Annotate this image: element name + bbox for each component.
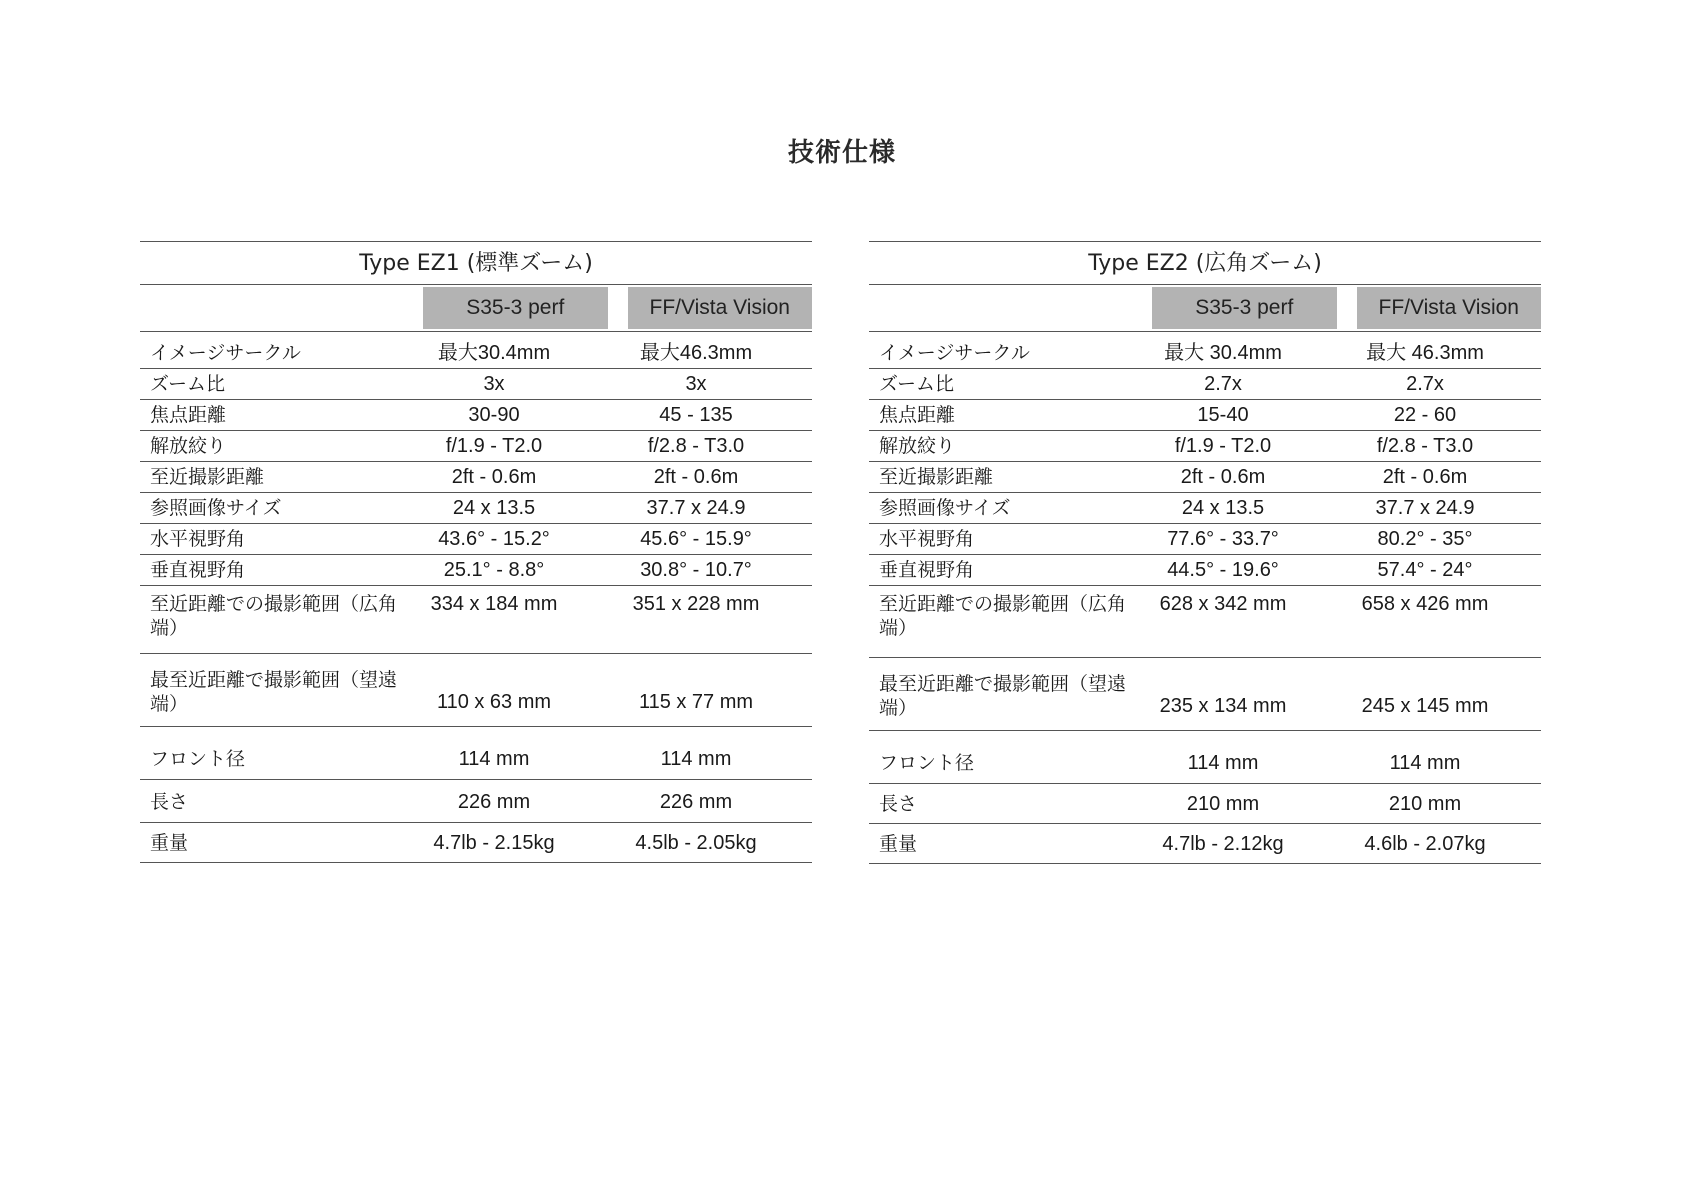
column-header-row [869,285,1541,332]
row-label: 水平視野角 [879,528,975,550]
spec-table-ez2 [869,241,1541,864]
row-label: 垂直視野角 [150,559,246,581]
row-label: 至近距離での撮影範囲（広角端） [150,593,398,639]
column-header-ff: FF/Vista Vision [1357,287,1542,329]
row-label: 参照画像サイズ [879,497,1011,519]
row-value-s35: 334 x 184 mm [430,593,558,615]
row-value-ff: 351 x 228 mm [632,593,760,615]
row-value-ff: 45.6° - 15.9° [640,528,752,550]
row-value-ff: 57.4° - 24° [1377,559,1473,581]
table-row [869,431,1541,462]
row-value-s35: 30-90 [468,404,520,426]
row-label: 垂直視野角 [879,559,975,581]
row-value-ff: 210 mm [1388,793,1462,815]
page-title: 技術仕様 [787,138,896,168]
row-value-ff: 37.7 x 24.9 [1375,497,1475,519]
table-row [869,731,1541,784]
row-value-s35: 2ft - 0.6m [451,466,537,488]
row-value-ff: 4.5lb - 2.05kg [635,832,757,854]
row-label: 長さ [150,791,189,813]
row-value-s35: f/1.9 - T2.0 [1174,435,1272,457]
row-value-s35: 110 x 63 mm [436,691,552,713]
table-row [869,462,1541,493]
row-value-ff: 658 x 426 mm [1361,593,1489,615]
row-value-s35: 4.7lb - 2.12kg [1162,833,1284,855]
row-value-ff: 2ft - 0.6m [1382,466,1468,488]
row-value-s35: 最大30.4mm [437,342,551,364]
table-row [140,654,812,727]
table-row [140,555,812,586]
row-value-ff: 114 mm [1389,752,1461,774]
row-label: イメージサークル [879,342,1030,364]
row-label: 解放絞り [150,435,227,457]
table-row [140,493,812,524]
row-label: 至近距離での撮影範囲（広角端） [879,593,1127,639]
table-row [140,431,812,462]
row-value-s35: 114 mm [458,748,530,770]
table-row [869,369,1541,400]
row-value-ff: 37.7 x 24.9 [646,497,746,519]
row-label: 重量 [879,833,918,855]
table-title: Type EZ2 (広角ズーム) [869,241,1541,285]
row-value-s35: 3x [483,373,505,395]
table-row [869,524,1541,555]
row-label: 重量 [150,832,189,854]
row-label: 焦点距離 [150,404,227,426]
table-row [140,524,812,555]
row-label: 参照画像サイズ [150,497,282,519]
table-row [140,823,812,863]
row-value-s35: 4.7lb - 2.15kg [433,832,555,854]
row-value-s35: 210 mm [1186,793,1260,815]
row-label: ズーム比 [879,373,955,395]
row-value-ff: 80.2° - 35° [1377,528,1473,550]
table-row [140,780,812,823]
table-row [869,658,1541,731]
row-value-s35: 628 x 342 mm [1159,593,1287,615]
spec-table-ez1 [140,241,812,863]
row-label: 最至近距離で撮影範囲（望遠端） [150,669,398,715]
row-value-s35: 24 x 13.5 [452,497,536,519]
table-row [869,493,1541,524]
table-row [869,400,1541,431]
row-label: イメージサークル [150,342,301,364]
column-header-row [140,285,812,332]
table-row [869,332,1541,369]
row-value-ff: 22 - 60 [1393,404,1457,426]
row-value-ff: 3x [685,373,707,395]
row-value-s35: 2ft - 0.6m [1180,466,1266,488]
table-row [869,586,1541,658]
row-value-s35: 77.6° - 33.7° [1167,528,1279,550]
row-value-ff: 30.8° - 10.7° [640,559,752,581]
column-header-ff: FF/Vista Vision [628,287,813,329]
row-value-s35: 114 mm [1187,752,1259,774]
table-row [140,369,812,400]
row-value-ff: 2ft - 0.6m [653,466,739,488]
row-value-ff: f/2.8 - T3.0 [647,435,745,457]
column-header-s35: S35-3 perf [1152,287,1337,329]
row-label: 解放絞り [879,435,956,457]
row-label: 至近撮影距離 [879,466,994,488]
row-label: 最至近距離で撮影範囲（望遠端） [879,673,1127,719]
row-value-ff: f/2.8 - T3.0 [1376,435,1474,457]
column-header-s35: S35-3 perf [423,287,608,329]
row-value-s35: 235 x 134 mm [1159,695,1287,717]
row-label: 長さ [879,793,918,815]
row-value-s35: 最大 30.4mm [1164,342,1282,364]
row-label: フロント径 [879,752,975,774]
row-value-s35: 226 mm [457,791,531,813]
table-row [140,462,812,493]
row-value-s35: 25.1° - 8.8° [443,559,545,581]
row-label: 焦点距離 [879,404,956,426]
row-label: 水平視野角 [150,528,246,550]
table-row [869,555,1541,586]
row-value-ff: 245 x 145 mm [1361,695,1489,717]
row-label: フロント径 [150,748,246,770]
row-value-ff: 2.7x [1406,373,1444,395]
table-row [140,400,812,431]
row-value-ff: 45 - 135 [659,404,733,426]
table-title: Type EZ1 (標準ズーム) [140,241,812,285]
row-value-ff: 115 x 77 mm [638,691,754,713]
table-row [140,586,812,654]
row-value-ff: 114 mm [660,748,732,770]
row-value-ff: 226 mm [659,791,733,813]
row-value-ff: 4.6lb - 2.07kg [1364,833,1486,855]
row-value-s35: 43.6° - 15.2° [438,528,550,550]
row-value-s35: f/1.9 - T2.0 [445,435,543,457]
row-label: 至近撮影距離 [150,466,265,488]
table-row [869,784,1541,824]
table-row [140,332,812,369]
row-value-s35: 15-40 [1197,404,1249,426]
table-row [140,727,812,780]
row-value-s35: 24 x 13.5 [1181,497,1265,519]
row-label: ズーム比 [150,373,226,395]
row-value-s35: 44.5° - 19.6° [1167,559,1279,581]
row-value-s35: 2.7x [1204,373,1242,395]
row-value-ff: 最大 46.3mm [1366,342,1484,364]
table-row [869,824,1541,864]
row-value-ff: 最大46.3mm [639,342,753,364]
